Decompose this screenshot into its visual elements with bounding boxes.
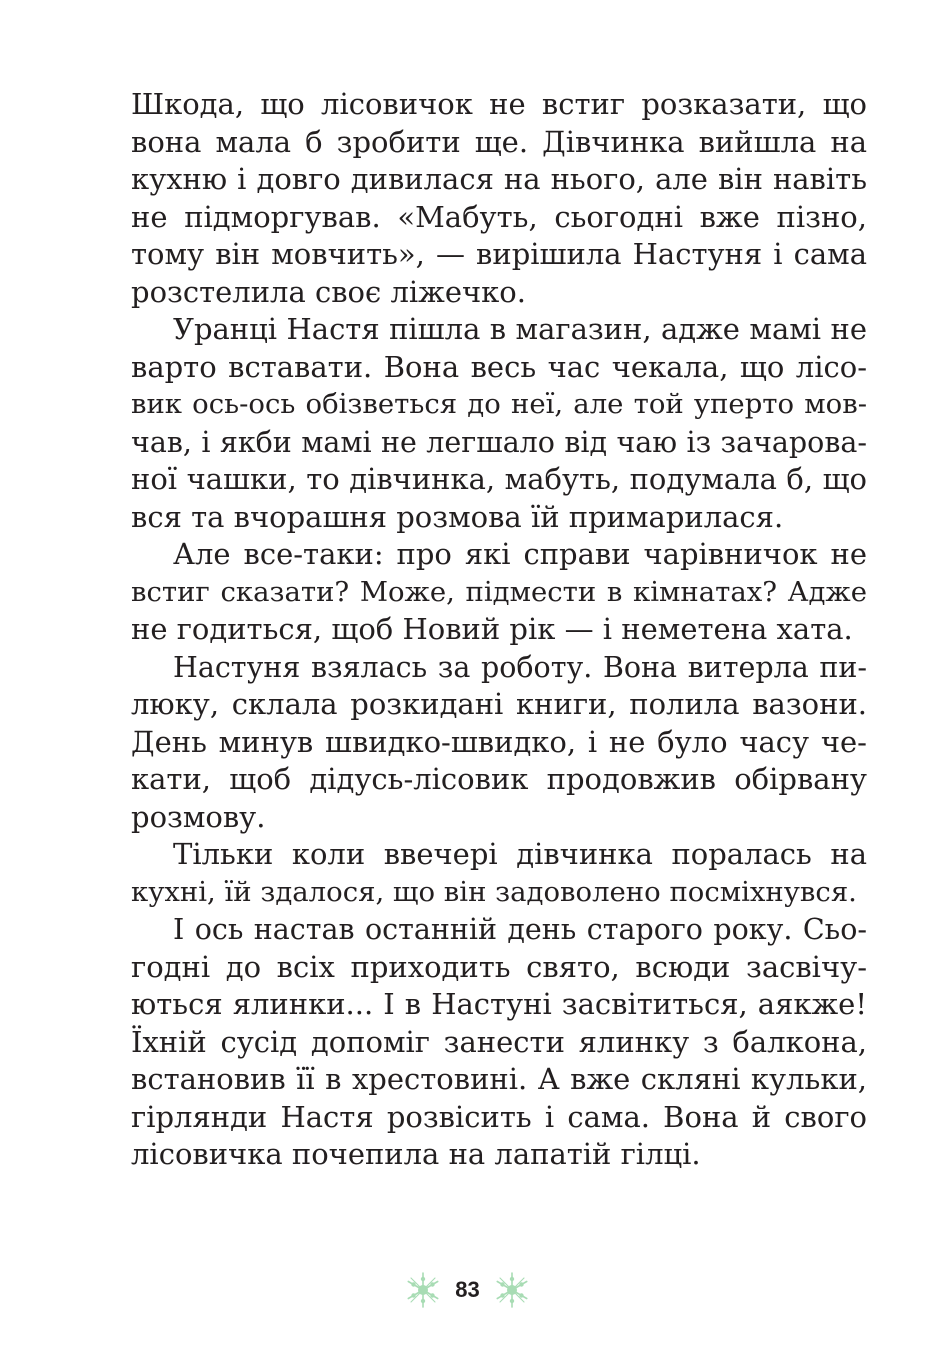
page-number: 83 bbox=[455, 1277, 480, 1302]
text-line: чав, і якби мамі не легшало від чаю із зачарова- bbox=[131, 425, 867, 459]
text-line: люку, склала розкидані книги, полила вазони. bbox=[131, 687, 867, 721]
text-line: вик ось-ось обізветься до неї, але той уперто мов- bbox=[131, 388, 867, 420]
paragraph bbox=[131, 836, 867, 911]
text-line: кати, щоб дідусь-лісовик продовжив обірвану bbox=[131, 762, 867, 796]
text-line: Але все-таки: про які справи чарівничок не bbox=[173, 537, 867, 571]
paragraph bbox=[131, 649, 867, 837]
text-line: встановив її в хрестовині. А вже скляні кульки, bbox=[131, 1062, 867, 1096]
text-line: ної чашки, то дівчинка, мабуть, подумала б, що bbox=[131, 462, 867, 496]
text-line: варто вставати. Вона весь час чекала, що лісо- bbox=[131, 349, 867, 384]
text-line: встиг сказати? Може, підмести в кімнатах? Адже bbox=[131, 575, 867, 608]
page-footer bbox=[0, 1270, 935, 1310]
text-line: не підморгував. «Мабуть, сьогодні вже пізно, bbox=[131, 199, 867, 234]
text-line: І ось настав останній день старого року. Сьо- bbox=[173, 913, 867, 946]
page-body bbox=[131, 86, 867, 1174]
text-line: лісовичка почепила на лапатій гілці. bbox=[131, 1137, 701, 1171]
text-line: вона мала б зробити ще. Дівчинка вийшла на bbox=[131, 124, 867, 159]
text-line: кухню і довго дивилася на нього, але він навіть bbox=[131, 162, 867, 196]
text-line: гірлянди Настя розвісить і сама. Вона й свого bbox=[131, 1099, 867, 1134]
paragraph bbox=[131, 311, 867, 536]
text-line: годні до всіх приходить свято, всюди засвічу- bbox=[131, 949, 867, 984]
paragraph bbox=[131, 911, 867, 1174]
text-line: не годиться, щоб Новий рік — і неметена хата. bbox=[131, 612, 853, 646]
text-line: Настуня взялась за роботу. Вона витерла пи- bbox=[173, 650, 867, 684]
snowflake-icon bbox=[492, 1270, 532, 1310]
text-line: кухні, їй здалося, що він задоволено посміхнувся. bbox=[131, 875, 857, 908]
paragraph bbox=[131, 536, 867, 649]
text-line: розстелила своє ліжечко. bbox=[131, 274, 526, 309]
text-line: вся та вчорашня розмова їй примарилася. bbox=[131, 499, 784, 534]
text-line: Шкода, що лісовичок не встиг розказати, що bbox=[131, 87, 867, 121]
text-line: Тільки коли ввечері дівчинка поралась на bbox=[173, 837, 867, 871]
text-line: тому він мовчить», — вирішила Настуня і сама bbox=[131, 237, 867, 271]
text-line: Їхній сусід допоміг занести ялинку з балкона, bbox=[131, 1024, 867, 1059]
snowflake-icon bbox=[403, 1270, 443, 1310]
text-line: Уранці Настя пішла в магазин, адже мамі не bbox=[173, 312, 867, 346]
paragraph bbox=[131, 86, 867, 311]
text-line: День минув швидко-швидко, і не було часу че- bbox=[131, 724, 867, 759]
text-line: ються ялинки... І в Настуні засвітиться, аякже! bbox=[131, 987, 867, 1021]
text-line: розмову. bbox=[131, 799, 266, 834]
